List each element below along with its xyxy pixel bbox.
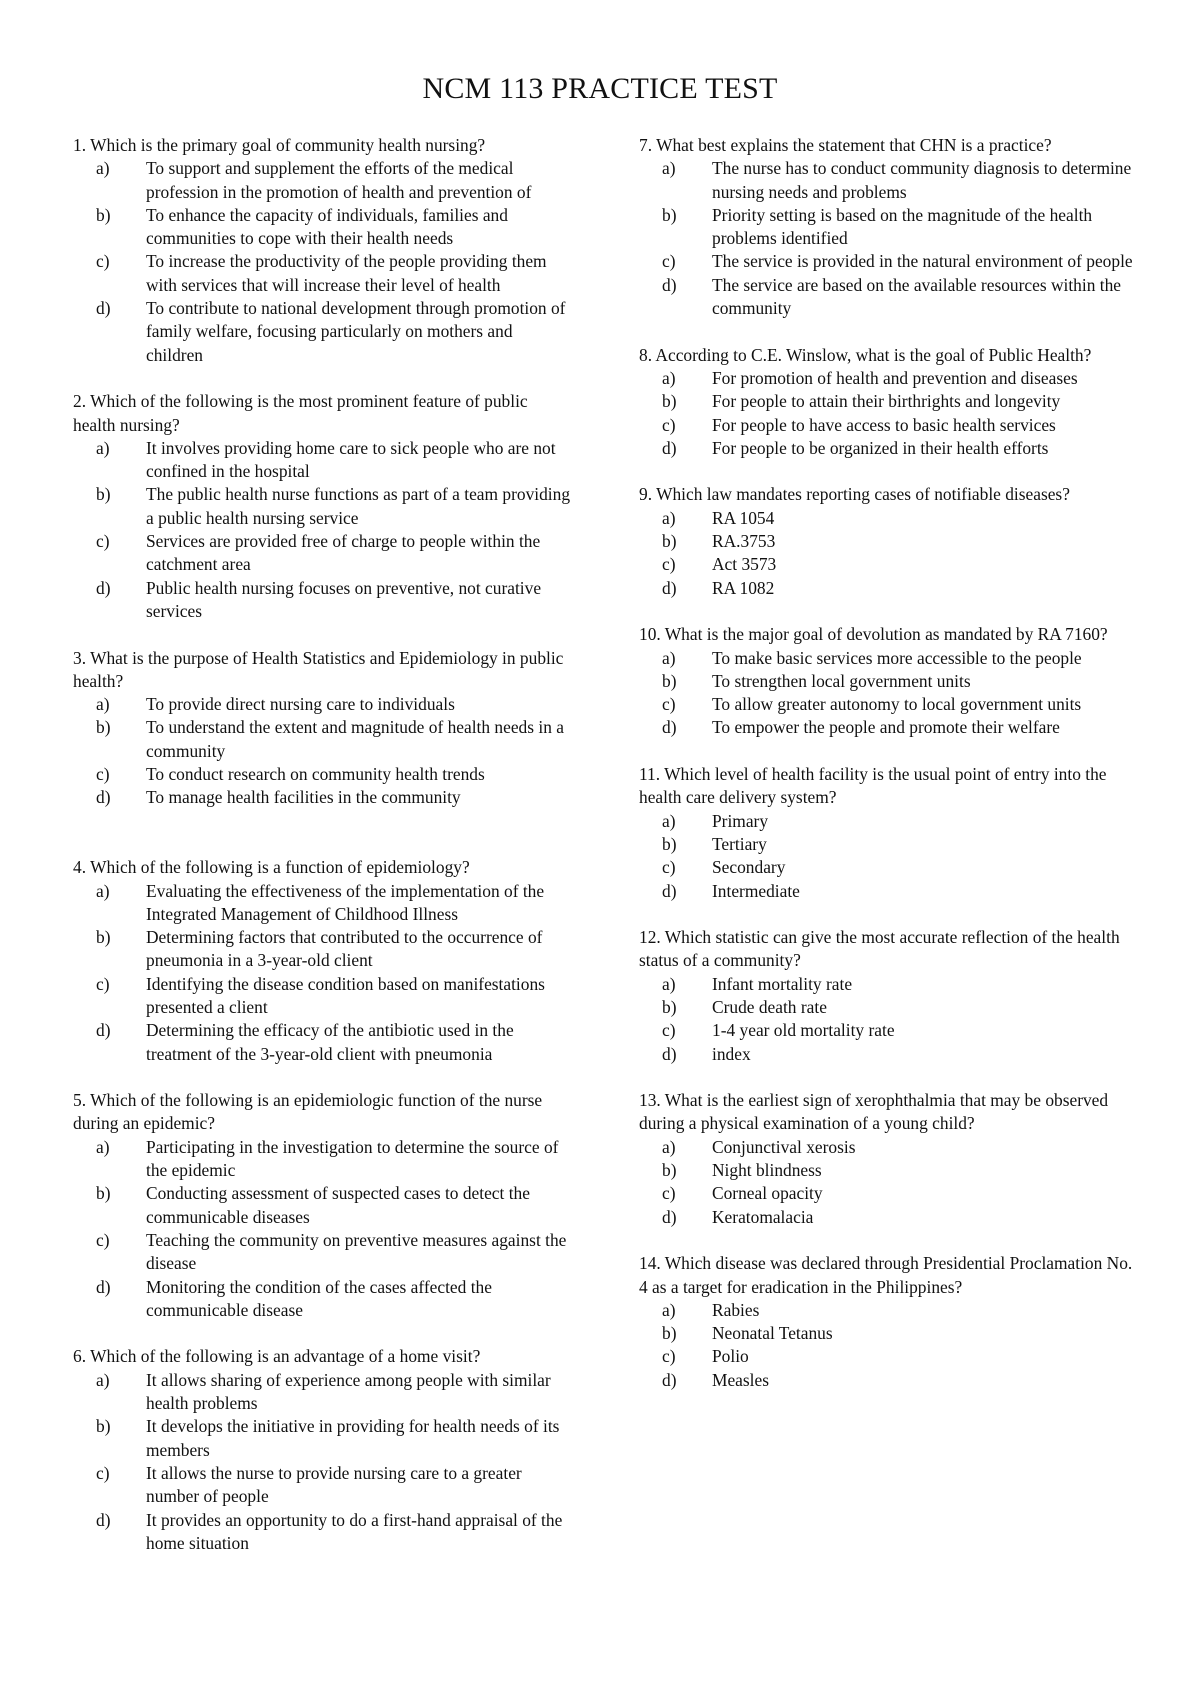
option-text: Identifying the disease condition based on manifestations presented a client: [146, 973, 545, 1017]
option-text: For people to have access to basic health services: [712, 414, 1056, 435]
question-1: [73, 134, 573, 367]
option-text: Intermediate: [712, 880, 800, 901]
question-text: 8. According to C.E. Winslow, what is the goal of Public Health?: [639, 344, 1092, 365]
option-text: To empower the people and promote their welfare: [712, 717, 1060, 738]
question-9: [639, 483, 1139, 599]
option-c: [639, 1345, 1139, 1368]
option-text: For promotion of health and prevention and diseases: [712, 367, 1078, 388]
option-text: To make basic services more accessible to the people: [712, 647, 1082, 668]
answer-options: [639, 157, 1139, 320]
option-letter: b): [96, 1183, 111, 1204]
option-b: [73, 1182, 573, 1229]
option-letter: c): [96, 251, 110, 272]
option-a: [639, 507, 1139, 530]
option-text: The nurse has to conduct community diagnosis to determine nursing needs and problems: [712, 158, 1132, 202]
option-letter: b): [662, 204, 677, 225]
option-letter: c): [662, 1346, 676, 1367]
answer-options: [73, 1136, 573, 1322]
option-a: [639, 1136, 1139, 1159]
option-c: [73, 763, 573, 786]
answer-options: [639, 1299, 1139, 1392]
option-c: [639, 856, 1139, 879]
option-d: [639, 880, 1139, 903]
option-text: To support and supplement the efforts of the medical profession in the promotion of health and prevention of: [146, 158, 532, 202]
question-text: 7. What best explains the statement that CHN is a practice?: [639, 135, 1052, 155]
option-text: Primary: [712, 810, 769, 831]
answer-options: [639, 810, 1139, 903]
option-c: [73, 973, 573, 1020]
option-letter: a): [96, 437, 110, 458]
question-7: [639, 134, 1139, 320]
option-d: [73, 1276, 573, 1323]
question-text: 9. Which law mandates reporting cases of notifiable diseases?: [639, 484, 1070, 505]
option-c: [639, 553, 1139, 576]
option-a: [73, 437, 573, 484]
question-text: 4. Which of the following is a function of epidemiology?: [73, 857, 470, 878]
option-letter: d): [96, 577, 111, 598]
option-text: Act 3573: [712, 554, 777, 575]
question-text: 6. Which of the following is an advantage of a home visit?: [73, 1346, 481, 1367]
option-text: Keratomalacia: [712, 1206, 814, 1227]
option-letter: d): [662, 717, 677, 738]
option-b: [639, 204, 1139, 251]
answer-options: [639, 1136, 1139, 1229]
option-text: Rabies: [712, 1299, 760, 1320]
option-letter: b): [96, 927, 111, 948]
option-text: It provides an opportunity to do a first-hand appraisal of the home situation: [146, 1509, 563, 1553]
option-a: [639, 810, 1139, 833]
option-text: To provide direct nursing care to individuals: [146, 694, 455, 715]
question-text: 1. Which is the primary goal of community health nursing?: [73, 135, 486, 155]
option-b: [639, 1159, 1139, 1182]
option-letter: c): [662, 694, 676, 715]
option-letter: a): [96, 880, 110, 901]
option-letter: b): [96, 484, 111, 505]
option-letter: a): [96, 1369, 110, 1390]
option-text: Night blindness: [712, 1160, 822, 1181]
option-text: Determining factors that contributed to the occurrence of pneumonia in a 3-year-old client: [146, 927, 543, 971]
option-letter: b): [662, 531, 677, 552]
option-letter: b): [662, 670, 677, 691]
option-b: [73, 483, 573, 530]
option-c: [639, 693, 1139, 716]
answer-options: [639, 507, 1139, 600]
option-letter: d): [662, 437, 677, 458]
option-letter: a): [662, 647, 676, 668]
option-letter: c): [662, 554, 676, 575]
answer-options: [73, 437, 573, 623]
option-c: [639, 414, 1139, 437]
option-letter: c): [96, 1229, 110, 1250]
answer-options: [639, 647, 1139, 740]
option-text: RA 1082: [712, 577, 775, 598]
option-a: [639, 1299, 1139, 1322]
option-letter: a): [96, 694, 110, 715]
option-a: [73, 157, 573, 204]
option-b: [639, 833, 1139, 856]
option-letter: d): [96, 298, 111, 319]
option-text: RA 1054: [712, 507, 775, 528]
question-3: [73, 647, 573, 810]
question-2: [73, 390, 573, 623]
option-text: Secondary: [712, 857, 786, 878]
option-a: [73, 1136, 573, 1183]
option-letter: a): [662, 1299, 676, 1320]
option-c: [73, 1229, 573, 1276]
option-c: [73, 1462, 573, 1509]
question-text: 11. Which level of health facility is the usual point of entry into the health care delivery system?: [639, 764, 1107, 808]
option-text: It allows sharing of experience among people with similar health problems: [146, 1369, 551, 1414]
left-column: [73, 134, 573, 1578]
option-letter: a): [662, 973, 676, 994]
option-b: [73, 204, 573, 251]
answer-options: [73, 693, 573, 809]
option-letter: c): [96, 764, 110, 785]
option-text: Services are provided free of charge to people within the catchment area: [146, 531, 541, 575]
option-letter: c): [96, 1462, 110, 1483]
option-text: The service is provided in the natural environment of people: [712, 251, 1133, 272]
option-d: [73, 1019, 573, 1066]
option-text: To understand the extent and magnitude of health needs in a community: [146, 717, 564, 761]
option-d: [639, 1206, 1139, 1229]
option-b: [639, 390, 1139, 413]
option-letter: c): [662, 1183, 676, 1204]
option-text: Evaluating the effectiveness of the implementation of the Integrated Management of Childhood Illness: [146, 880, 545, 924]
option-d: [639, 1369, 1139, 1392]
question-14: [639, 1252, 1139, 1392]
option-letter: b): [662, 996, 677, 1017]
question-5: [73, 1089, 573, 1322]
option-letter: d): [662, 577, 677, 598]
option-text: To enhance the capacity of individuals, families and communities to cope with their health needs: [146, 204, 508, 249]
option-letter: d): [662, 1369, 677, 1390]
option-text: For people to attain their birthrights and longevity: [712, 391, 1061, 412]
option-text: RA.3753: [712, 531, 776, 552]
option-text: To contribute to national development through promotion of family welfare, focusing particularly on mothers and children: [146, 298, 566, 365]
option-text: To manage health facilities in the community: [146, 787, 461, 808]
question-text: 10. What is the major goal of devolution as mandated by RA 7160?: [639, 624, 1108, 645]
option-letter: b): [662, 1323, 677, 1344]
option-d: [73, 297, 573, 367]
option-text: index: [712, 1043, 751, 1064]
question-8: [639, 344, 1139, 460]
option-letter: d): [662, 1206, 677, 1227]
option-text: To increase the productivity of the people providing them with services that will increase their level of health: [146, 251, 547, 295]
option-b: [73, 1415, 573, 1462]
option-text: It develops the initiative in providing for health needs of its members: [146, 1416, 560, 1460]
question-text: 14. Which disease was declared through Presidential Proclamation No. 4 as a target for eradication in the Philippines?: [639, 1253, 1133, 1297]
option-letter: d): [662, 880, 677, 901]
option-text: Conducting assessment of suspected cases to detect the communicable diseases: [146, 1183, 530, 1227]
option-letter: c): [96, 531, 110, 552]
answer-options: [73, 1369, 573, 1555]
option-d: [73, 1509, 573, 1556]
option-letter: a): [662, 507, 676, 528]
question-text: 2. Which of the following is the most prominent feature of public health nursing?: [73, 391, 528, 435]
option-letter: a): [662, 158, 676, 179]
option-text: To allow greater autonomy to local government units: [712, 694, 1082, 715]
option-d: [639, 274, 1139, 321]
option-a: [639, 367, 1139, 390]
page-title: NCM 113 PRACTICE TEST: [422, 72, 778, 105]
question-12: [639, 926, 1139, 1066]
option-text: The service are based on the available resources within the community: [712, 274, 1121, 319]
option-text: It involves providing home care to sick people who are not confined in the hospital: [146, 437, 556, 482]
option-text: 1-4 year old mortality rate: [712, 1020, 895, 1041]
question-11: [639, 763, 1139, 903]
option-text: To conduct research on community health trends: [146, 764, 485, 785]
option-letter: a): [662, 367, 676, 388]
option-c: [639, 1182, 1139, 1205]
question-text: 3. What is the purpose of Health Statistics and Epidemiology in public health?: [73, 647, 564, 691]
option-b: [639, 996, 1139, 1019]
option-d: [639, 1043, 1139, 1066]
option-a: [73, 693, 573, 716]
question-6: [73, 1345, 573, 1555]
option-text: Infant mortality rate: [712, 973, 853, 994]
option-a: [639, 647, 1139, 670]
option-text: Polio: [712, 1346, 749, 1367]
option-letter: b): [662, 391, 677, 412]
option-text: Participating in the investigation to determine the source of the epidemic: [146, 1136, 559, 1181]
option-letter: c): [662, 251, 676, 272]
option-letter: b): [96, 717, 111, 738]
option-text: The public health nurse functions as part of a team providing a public health nursing service: [146, 484, 571, 528]
question-4: [73, 856, 573, 1066]
option-c: [73, 530, 573, 577]
option-d: [639, 716, 1139, 739]
option-b: [73, 716, 573, 763]
option-text: Public health nursing focuses on preventive, not curative services: [146, 577, 542, 621]
option-text: Monitoring the condition of the cases affected the communicable disease: [146, 1276, 492, 1320]
option-text: Conjunctival xerosis: [712, 1136, 856, 1157]
option-letter: c): [662, 1020, 676, 1041]
option-letter: b): [96, 1416, 111, 1437]
option-letter: b): [96, 204, 111, 225]
right-column: [639, 134, 1139, 1415]
option-letter: c): [662, 857, 676, 878]
option-d: [73, 786, 573, 809]
option-letter: d): [662, 274, 677, 295]
option-c: [639, 1019, 1139, 1042]
option-a: [639, 973, 1139, 996]
question-text: 13. What is the earliest sign of xerophthalmia that may be observed during a physical examination of a young child?: [639, 1090, 1109, 1134]
option-b: [639, 530, 1139, 553]
option-text: Measles: [712, 1369, 769, 1390]
option-letter: c): [96, 973, 110, 994]
option-letter: c): [662, 414, 676, 435]
option-b: [639, 1322, 1139, 1345]
option-b: [73, 926, 573, 973]
option-text: Neonatal Tetanus: [712, 1323, 833, 1344]
option-text: Tertiary: [712, 833, 767, 854]
question-13: [639, 1089, 1139, 1229]
option-letter: a): [662, 810, 676, 831]
option-text: Priority setting is based on the magnitude of the health problems identified: [712, 204, 1093, 249]
option-letter: d): [96, 1509, 111, 1530]
option-text: Determining the efficacy of the antibiotic used in the treatment of the 3-year-old client with pneumonia: [146, 1020, 514, 1064]
question-text: 5. Which of the following is an epidemiologic function of the nurse during an epidemic?: [73, 1090, 543, 1134]
option-d: [639, 437, 1139, 460]
option-text: Crude death rate: [712, 996, 827, 1017]
option-d: [639, 577, 1139, 600]
option-c: [73, 250, 573, 297]
option-text: For people to be organized in their health efforts: [712, 437, 1049, 458]
option-letter: a): [96, 1136, 110, 1157]
option-letter: d): [96, 1020, 111, 1041]
option-c: [639, 250, 1139, 273]
option-a: [73, 880, 573, 927]
option-text: Corneal opacity: [712, 1183, 823, 1204]
question-text: 12. Which statistic can give the most accurate reflection of the health status of a community?: [639, 927, 1120, 971]
answer-options: [639, 367, 1139, 460]
option-letter: a): [96, 158, 110, 179]
answer-options: [73, 880, 573, 1066]
option-letter: d): [662, 1043, 677, 1064]
question-10: [639, 623, 1139, 739]
option-letter: b): [662, 1160, 677, 1181]
option-letter: a): [662, 1136, 676, 1157]
answer-options: [639, 973, 1139, 1066]
option-text: Teaching the community on preventive measures against the disease: [146, 1229, 567, 1274]
answer-options: [73, 157, 573, 367]
option-text: It allows the nurse to provide nursing care to a greater number of people: [146, 1462, 522, 1507]
option-b: [639, 670, 1139, 693]
option-d: [73, 577, 573, 624]
option-a: [639, 157, 1139, 204]
option-a: [73, 1369, 573, 1416]
option-letter: b): [662, 833, 677, 854]
option-letter: d): [96, 787, 111, 808]
option-letter: d): [96, 1276, 111, 1297]
option-text: To strengthen local government units: [712, 670, 971, 691]
